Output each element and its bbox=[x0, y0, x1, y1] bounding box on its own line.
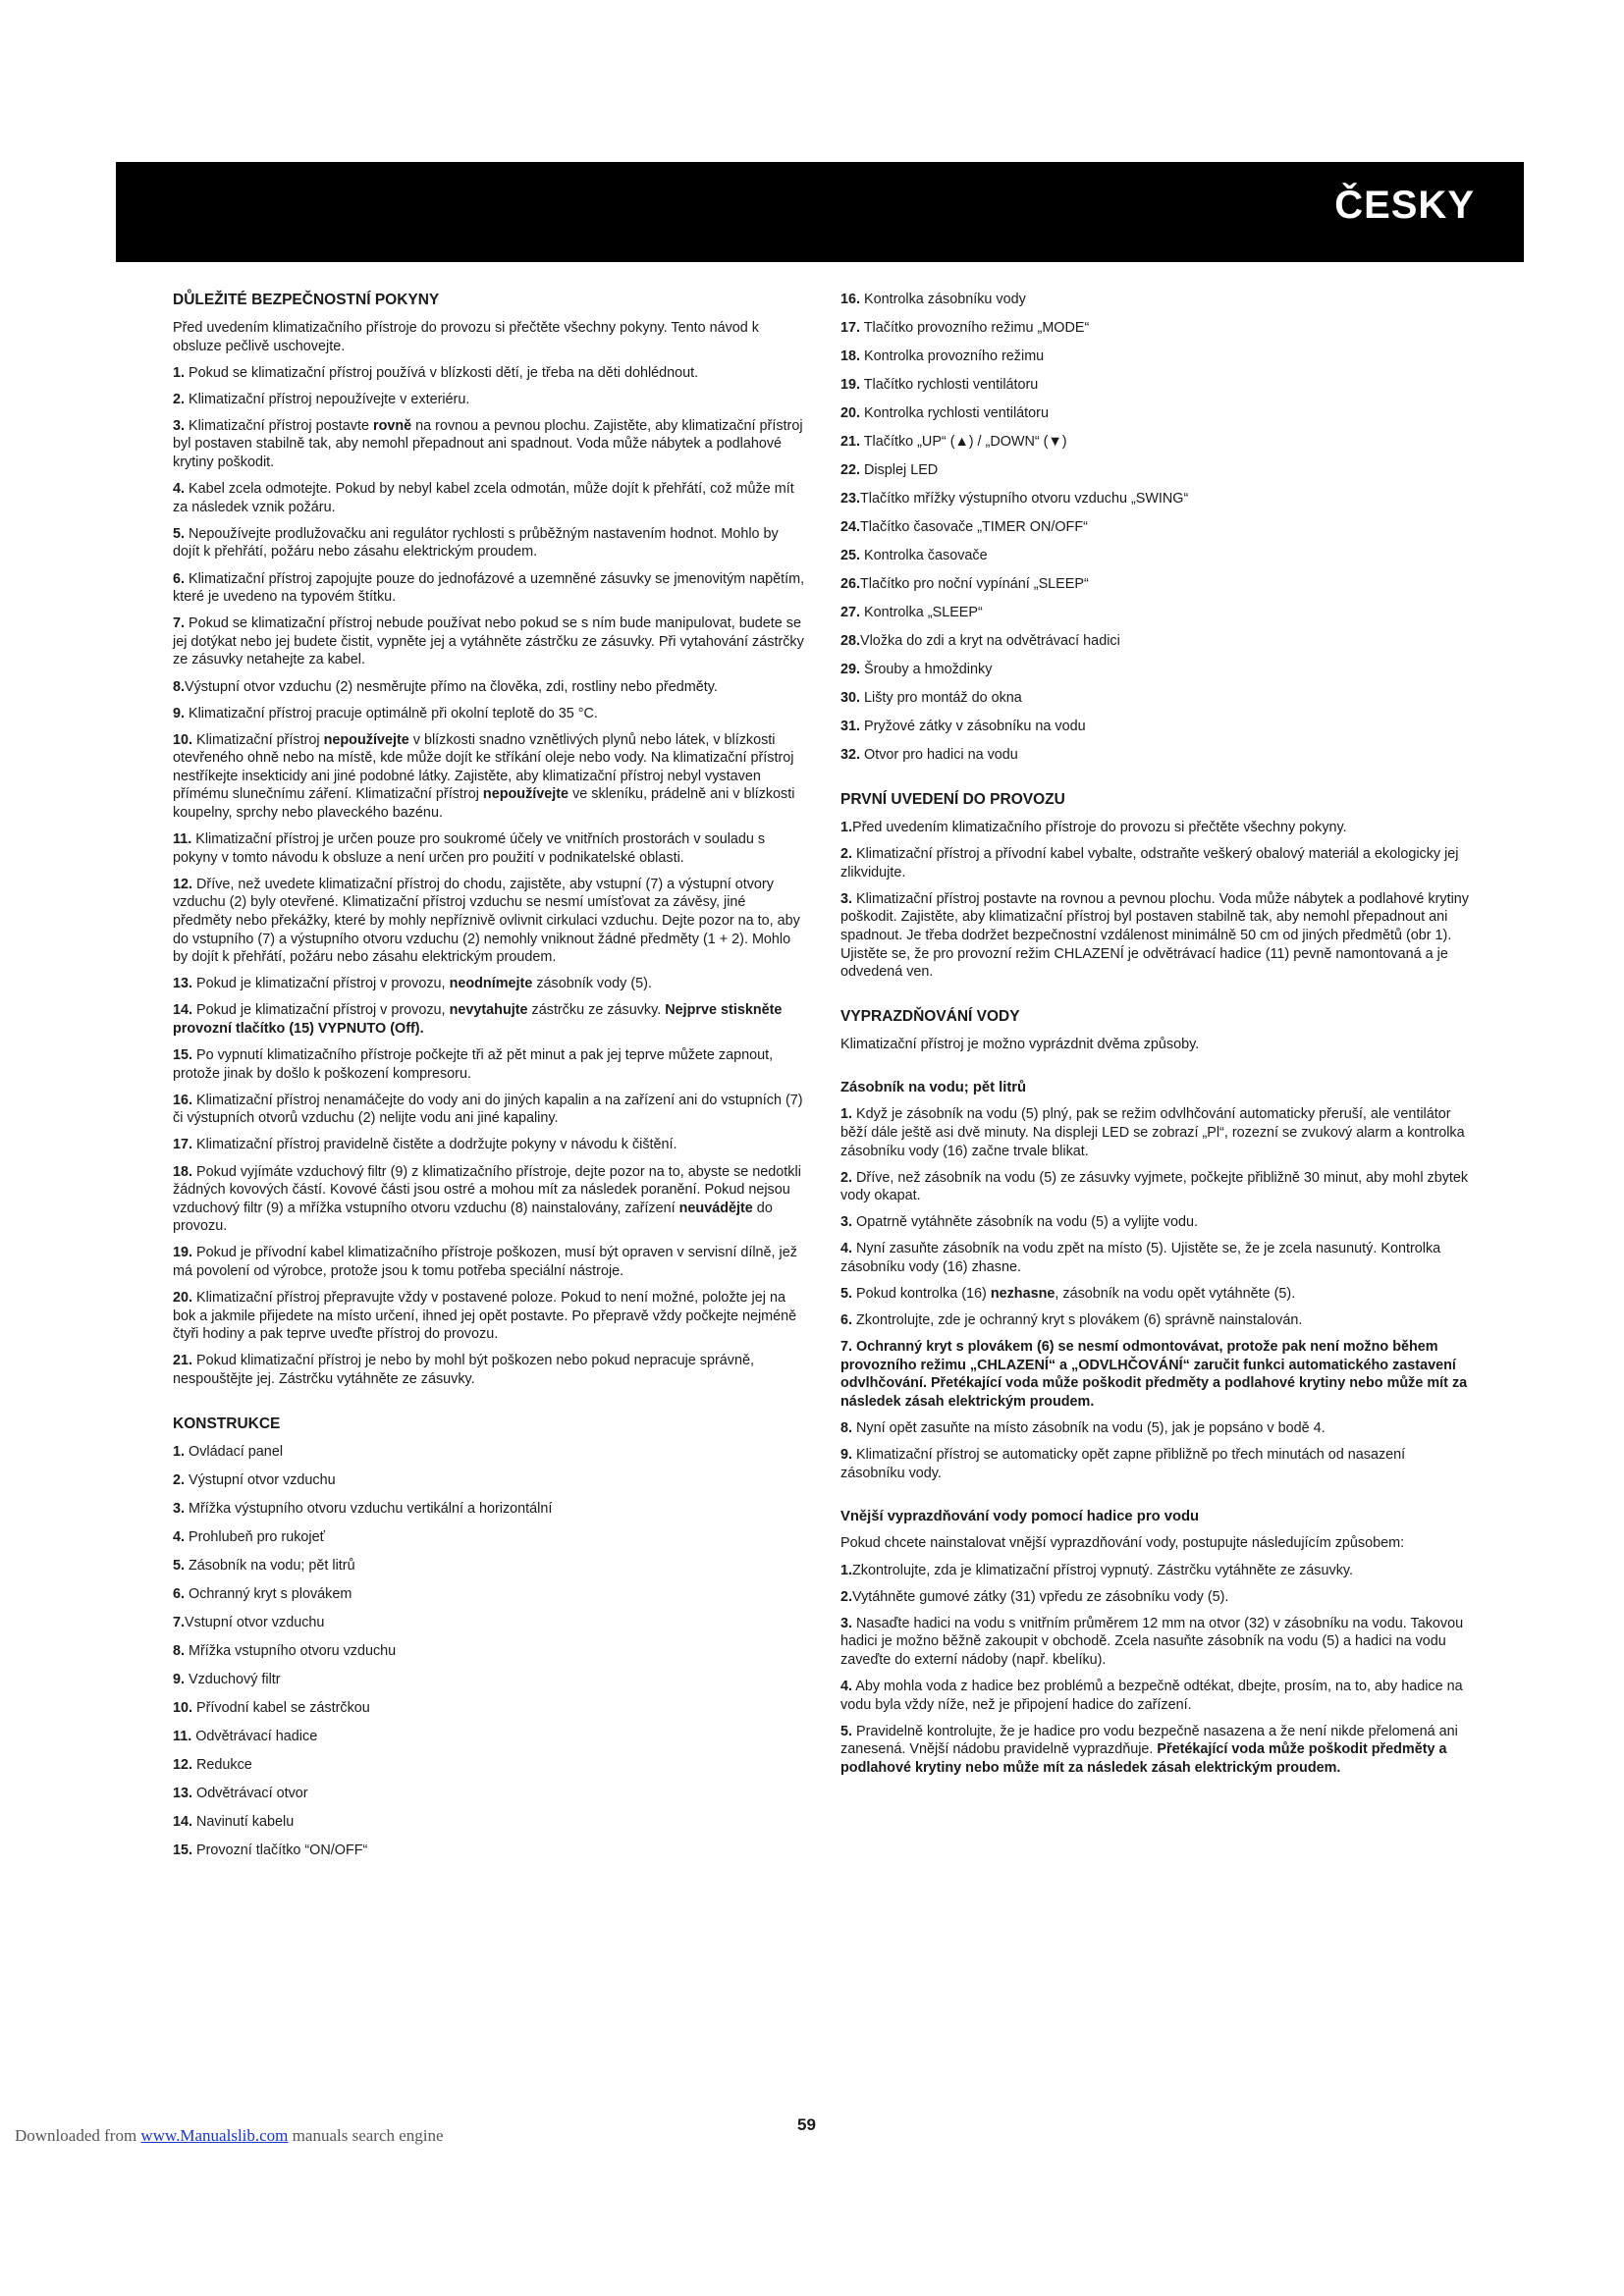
left-column bbox=[173, 291, 805, 1870]
first-use-item: 1.Před uvedením klimatizačního přístroje do provozu si přečtěte všechny pokyny. bbox=[840, 820, 1347, 835]
safety-item: 19. Pokud je přívodní kabel klimatizačního přístroje poškozen, musí být opraven v servisní dílně, jež má povolení od výrobce, protože jsou k tomu potřeba speciální nástroje. bbox=[173, 1245, 797, 1280]
safety-title: DŮLEŽITÉ BEZPEČNOSTNÍ POKYNY bbox=[173, 292, 440, 308]
construction-item: 31. Pryžové zátky v zásobníku na vodu bbox=[840, 719, 1086, 734]
safety-item: 14. Pokud je klimatizační přístroj v provozu, nevytahujte zástrčku ze zásuvky. Nejprve stiskněte provozní tlačítko (15) VYPNUTO (Off). bbox=[173, 1002, 783, 1037]
hose-intro: Pokud chcete nainstalovat vnější vyprazdňování vody, postupujte následujícím způsobem: bbox=[840, 1535, 1405, 1552]
construction-item: 22. Displej LED bbox=[840, 462, 939, 478]
construction-title: KONSTRUKCE bbox=[173, 1415, 281, 1432]
safety-item: 3. Klimatizační přístroj postavte rovně na rovnou a pevnou plochu. Zajistěte, aby klimatizační přístroj byl postaven stabilně tak, aby nemohl přepadnout ani spadnout. Voda může nábytek a podlahové krytiny poškodit. bbox=[173, 417, 803, 471]
draining-title: VYPRAZDŇOVÁNÍ VODY bbox=[840, 1007, 1020, 1025]
construction-item: 6. Ochranný kryt s plovákem bbox=[173, 1585, 352, 1602]
safety-item: 6. Klimatizační přístroj zapojujte pouze do jednofázové a uzemněné zásuvky se jmenovitým napětím, které je uvedeno na typovém štítku. bbox=[173, 570, 805, 606]
safety-item: 17. Klimatizační přístroj pravidelně čistěte a dodržujte pokyny v návodu k čištění. bbox=[173, 1137, 677, 1153]
first-use-title: PRVNÍ UVEDENÍ DO PROVOZU bbox=[840, 791, 1065, 808]
tank-item: 1. Když je zásobník na vodu (5) plný, pak se režim odvlhčování automaticky přeruší, ale ventilátor běží dále ještě asi dvě minuty. Na displeji LED se zobrazí „Pl“, rozezní se zvukový alarm a kontrolka zásobníku vody (16) začne trvale blikat. bbox=[840, 1106, 1465, 1159]
hose-item: 3. Nasaďte hadici na vodu s vnitřním průměrem 12 mm na otvor (32) v zásobníku na vodu. Takovou hadici je možno běžně zakoupit v obchodě. Zcela nasuňte zásobník na vodu (5) a hadici na vodu zaveďte do externí nádoby (např. kbelíku). bbox=[840, 1615, 1464, 1668]
construction-item: 21. Tlačítko „UP“ (▲) / „DOWN“ (▼) bbox=[840, 434, 1067, 450]
first-use-item: 2. Klimatizační přístroj a přívodní kabel vybalte, odstraňte veškerý obalový materiál a ekologicky jej zlikvidujte. bbox=[840, 846, 1459, 881]
construction-list-right bbox=[840, 291, 1473, 765]
construction-item: 11. Odvětrávací hadice bbox=[173, 1728, 318, 1744]
safety-item: 16. Klimatizační přístroj nenamáčejte do vody ani do jiných kapalin a na zařízení ani do vstupních (7) či výstupních otvorů vzduchu (2) nelijte vodu ani jiné kapaliny. bbox=[173, 1092, 803, 1127]
language-label: ČESKY bbox=[1334, 184, 1475, 227]
construction-item: 16. Kontrolka zásobníku vody bbox=[840, 292, 1026, 307]
construction-item: 7.Vstupní otvor vzduchu bbox=[173, 1614, 325, 1630]
construction-list-left bbox=[173, 1443, 805, 1860]
construction-item: 14. Navinutí kabelu bbox=[173, 1813, 295, 1830]
footer-prefix: Downloaded from bbox=[15, 2126, 141, 2145]
tank-item: 3. Opatrně vytáhněte zásobník na vodu (5) a vylijte vodu. bbox=[840, 1214, 1198, 1231]
construction-item: 10. Přívodní kabel se zástrčkou bbox=[173, 1699, 370, 1716]
construction-item: 20. Kontrolka rychlosti ventilátoru bbox=[840, 405, 1049, 421]
safety-item: 7. Pokud se klimatizační přístroj nebude používat nebo pokud se s ním bude manipulovat, budete se jej dotýkat nebo jej budete čistit, vypněte jej a vytáhněte zástrčku ze zásuvky. Při vytahování zástrčky ze zásuvky netahejte za kabel. bbox=[173, 615, 804, 668]
tank-item: 9. Klimatizační přístroj se automaticky opět zapne přibližně po třech minutách od nasazení zásobníku vody. bbox=[840, 1447, 1406, 1481]
manualslib-link[interactable]: www.Manualslib.com bbox=[140, 2126, 289, 2145]
hose-item: 5. Pravidelně kontrolujte, že je hadice pro vodu bezpečně nasazena a že není nikde přelomená ani zanesená. Vnější nádobu pravidelně vyprazdňuje. Přetékající voda může poškodit předměty a podlahové krytiny nebo může mít za následek zásah elektrickým proudem. bbox=[840, 1723, 1458, 1776]
construction-item: 28.Vložka do zdi a kryt na odvětrávací hadici bbox=[840, 633, 1120, 649]
construction-item: 25. Kontrolka časovače bbox=[840, 548, 988, 563]
construction-item: 13. Odvětrávací otvor bbox=[173, 1785, 308, 1801]
construction-item: 3. Mřížka výstupního otvoru vzduchu vertikální a horizontální bbox=[173, 1500, 553, 1517]
safety-item: 15. Po vypnutí klimatizačního přístroje počkejte tři až pět minut a pak jej teprve můžete zapnout, protože jinak by došlo k poškození kompresoru. bbox=[173, 1047, 774, 1082]
safety-item: 10. Klimatizační přístroj nepoužívejte v blízkosti snadno vznětlivých plynů nebo látek, v blízkosti otevřeného ohně nebo na místě, kde může dojít ke stříkání oleje nebo vody. Na klimatizační přístroj nestříkejte insekticidy ani jiné podobné látky. Zajistěte, aby klimatizační přístroj nebyl vystaven přímému slunečnímu záření. Klimatizační přístroj nepoužívejte ve skleníku, prádelně ani v blízkosti koupelny, sprchy nebo plaveckého bazénu. bbox=[173, 731, 795, 822]
tank-title: Zásobník na vodu; pět litrů bbox=[840, 1080, 1027, 1096]
construction-item: 18. Kontrolka provozního režimu bbox=[840, 348, 1045, 364]
safety-item: 4. Kabel zcela odmotejte. Pokud by nebyl kabel zcela odmotán, může dojít k přehřátí, což může mít za následek vznik požáru. bbox=[173, 481, 794, 515]
safety-item: 2. Klimatizační přístroj nepoužívejte v exteriéru. bbox=[173, 391, 470, 407]
construction-item: 23.Tlačítko mřížky výstupního otvoru vzduchu „SWING“ bbox=[840, 491, 1189, 507]
construction-item: 30. Lišty pro montáž do okna bbox=[840, 690, 1022, 706]
construction-item: 29. Šrouby a hmoždinky bbox=[840, 662, 993, 677]
footer-suffix: manuals search engine bbox=[288, 2126, 444, 2145]
safety-item: 12. Dříve, než uvedete klimatizační přístroj do chodu, zajistěte, aby vstupní (7) a výstupní otvory vzduchu (2) byly otevřené. Klimatizační přístroj vzduchu se nesmí umísťovat za závěsy, jiné předměty nebo překážky, které by mohly nepříznivě ovlivnit cirkulaci vzduchu. Dejte pozor na to, aby do vstupního (7) a výstupního otvoru vzduchu (2) nemohly vniknout žádné předměty (1 + 2). Mohlo by dojít k přehřátí, požáru nebo zásahu elektrickým proudem. bbox=[173, 876, 800, 966]
tank-item: 6. Zkontrolujte, zde je ochranný kryt s plovákem (6) správně nainstalován. bbox=[840, 1312, 1303, 1329]
safety-item: 11. Klimatizační přístroj je určen pouze pro soukromé účely ve vnitřních prostorách v souladu s pokyny v tomto návodu k obsluze a není určen pro použití v podnikatelské oblasti. bbox=[173, 831, 766, 866]
safety-item: 9. Klimatizační přístroj pracuje optimálně při okolní teplotě do 35 °C. bbox=[173, 705, 598, 721]
safety-item: 18. Pokud vyjímáte vzduchový filtr (9) z klimatizačního přístroje, dejte pozor na to, abyste se nedotkli žádných kovových částí. Kovové části jsou ostré a mohou mít za následek poranění. Pokud nejsou vzduchový filtr (9) a mřížka vstupního otvoru vzduchu (8) nainstalovány, zařízení neuvádějte do provozu. bbox=[173, 1163, 801, 1235]
safety-item: 21. Pokud klimatizační přístroj je nebo by mohl být poškozen nebo pokud nepracuje správně, nespouštějte jej. Zástrčku vytáhněte ze zásuvky. bbox=[173, 1353, 754, 1387]
safety-item: 8.Výstupní otvor vzduchu (2) nesměrujte přímo na člověka, zdi, rostliny nebo předměty. bbox=[173, 678, 718, 695]
hose-item: 1.Zkontrolujte, zda je klimatizační přístroj vypnutý. Zástrčku vytáhněte ze zásuvky. bbox=[840, 1562, 1354, 1578]
hose-item: 4. Aby mohla voda z hadice bez problémů a bezpečně odtékat, dbejte, prosím, na to, aby hadice na vodu byla vždy níže, než je připojení hadice do zařízení. bbox=[840, 1679, 1463, 1713]
tank-item: 8. Nyní opět zasuňte na místo zásobník na vodu (5), jak je popsáno v bodě 4. bbox=[840, 1420, 1326, 1437]
footer-download-note bbox=[15, 2126, 444, 2146]
tank-item: 5. Pokud kontrolka (16) nezhasne, zásobník na vodu opět vytáhněte (5). bbox=[840, 1286, 1296, 1303]
tank-item: 7. Ochranný kryt s plovákem (6) se nesmí odmontovávat, protože pak není možno během provozního režimu „CHLAZENÍ“ a „ODVLHČOVÁNÍ“ zaručit funkci automatického zastavení odvlhčování. Přetékající voda může poškodit předměty a podlahové krytiny nebo může mít za následek zásah elektrickým proudem. bbox=[840, 1339, 1468, 1411]
page-number: 59 bbox=[797, 2115, 816, 2134]
construction-item: 5. Zásobník na vodu; pět litrů bbox=[173, 1557, 355, 1574]
construction-item: 9. Vzduchový filtr bbox=[173, 1671, 281, 1687]
construction-item: 17. Tlačítko provozního režimu „MODE“ bbox=[840, 320, 1090, 336]
first-use-item: 3. Klimatizační přístroj postavte na rovnou a pevnou plochu. Voda může nábytek a podlahové krytiny poškodit. Zajistěte, aby klimatizační přístroj byl postaven stabilně tak, aby nemohl přepadnout ani spadnout. Je třeba dodržet bezpečnostní vzdálenost minimálně 50 cm od jiných předmětů (obr 1). Ujistěte se, že pro provozní režim CHLAZENÍ je odvětrávací hadice (11) pevně namontovaná a je odvedená ven. bbox=[840, 890, 1469, 981]
construction-item: 19. Tlačítko rychlosti ventilátoru bbox=[840, 377, 1039, 393]
hose-title: Vnější vyprazdňování vody pomocí hadice pro vodu bbox=[840, 1509, 1200, 1525]
construction-item: 15. Provozní tlačítko “ON/OFF“ bbox=[173, 1842, 368, 1858]
construction-item: 24.Tlačítko časovače „TIMER ON/OFF“ bbox=[840, 519, 1088, 535]
safety-item: 20. Klimatizační přístroj přepravujte vždy v postavené poloze. Pokud to není možné, položte jej na bok a jakmile přijedete na místo určení, ihned jej opět postavte. Po přepravě vždy počkejte nejméně čtyři hodiny a pak teprve uveďte přístroj do provozu. bbox=[173, 1290, 797, 1343]
construction-item: 32. Otvor pro hadici na vodu bbox=[840, 747, 1018, 763]
construction-item: 27. Kontrolka „SLEEP“ bbox=[840, 605, 983, 620]
construction-item: 2. Výstupní otvor vzduchu bbox=[173, 1471, 336, 1488]
safety-item: 5. Nepoužívejte prodlužovačku ani regulátor rychlosti s průběžným nastavením hodnot. Mohlo by dojít k přehřátí, požáru nebo zásahu elektrickým proudem. bbox=[173, 525, 779, 561]
right-column bbox=[840, 291, 1473, 1786]
safety-intro: Před uvedením klimatizačního přístroje do provozu si přečtěte všechny pokyny. Tento návod k obsluze pečlivě uschovejte. bbox=[173, 320, 759, 354]
construction-item: 26.Tlačítko pro noční vypínání „SLEEP“ bbox=[840, 576, 1089, 592]
header-bar bbox=[116, 162, 1524, 262]
hose-item: 2.Vytáhněte gumové zátky (31) vpředu ze zásobníku vody (5). bbox=[840, 1588, 1229, 1605]
construction-item: 12. Redukce bbox=[173, 1756, 252, 1773]
safety-item: 13. Pokud je klimatizační přístroj v provozu, neodnímejte zásobník vody (5). bbox=[173, 976, 652, 992]
construction-item: 8. Mřížka vstupního otvoru vzduchu bbox=[173, 1642, 397, 1659]
safety-item: 1. Pokud se klimatizační přístroj používá v blízkosti dětí, je třeba na děti dohlédnout. bbox=[173, 364, 699, 381]
construction-item: 4. Prohlubeň pro rukojeť bbox=[173, 1528, 326, 1545]
tank-item: 2. Dříve, než zásobník na vodu (5) ze zásuvky vyjmete, počkejte přibližně 30 minut, aby mohl zbytek vody okapat. bbox=[840, 1169, 1469, 1204]
construction-item: 1. Ovládací panel bbox=[173, 1443, 284, 1460]
tank-item: 4. Nyní zasuňte zásobník na vodu zpět na místo (5). Ujistěte se, že je zcela nasunutý. Kontrolka zásobníku vody (16) zhasne. bbox=[840, 1241, 1441, 1275]
draining-intro: Klimatizační přístroj je možno vyprázdnit dvěma způsoby. bbox=[840, 1036, 1200, 1052]
